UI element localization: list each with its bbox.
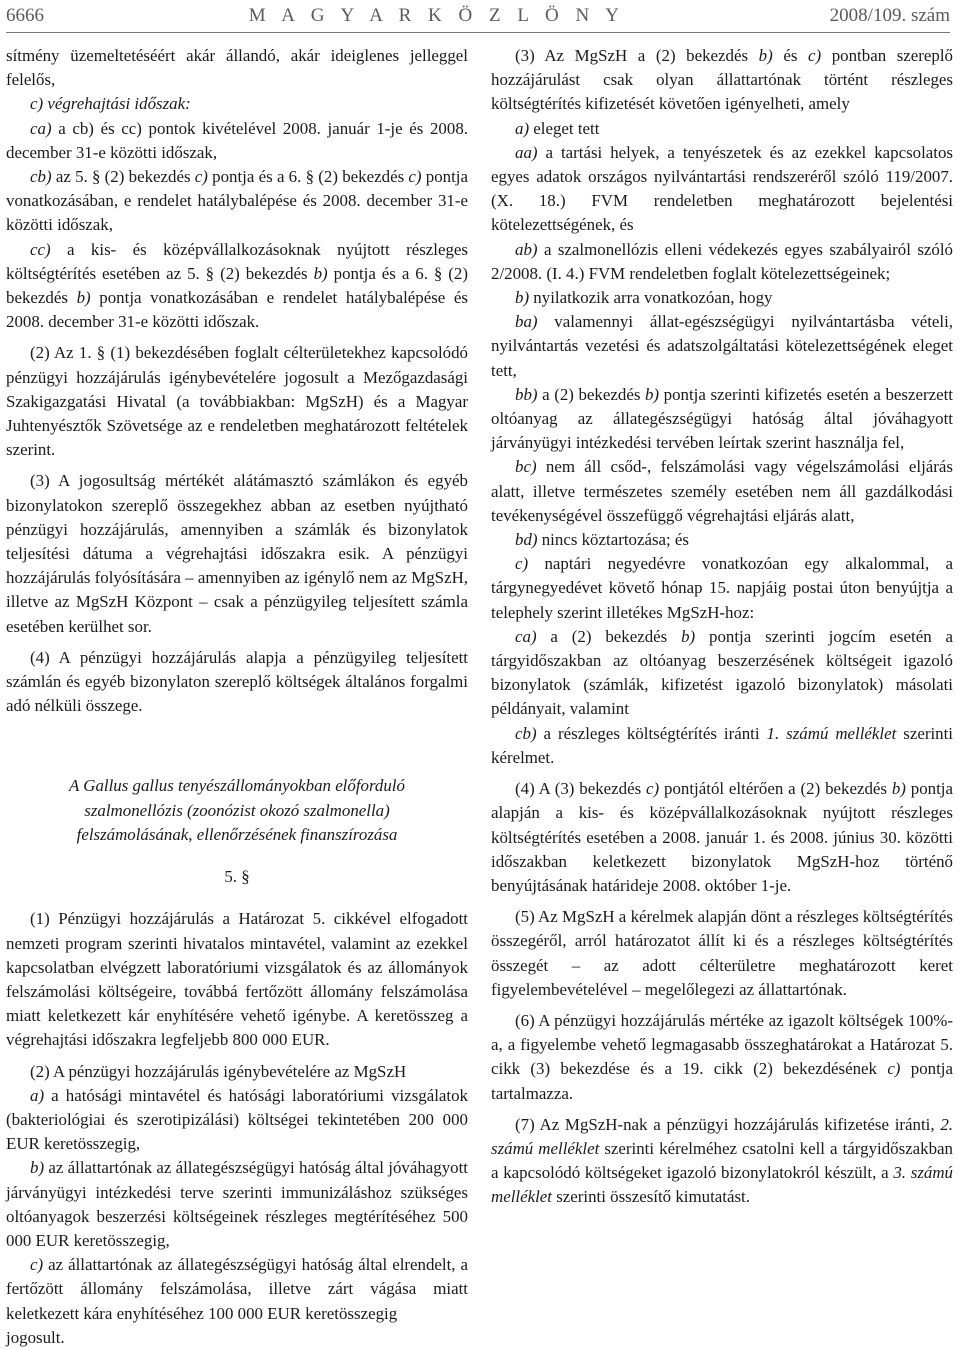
left-column (6, 44, 468, 1350)
paragraph-5-7: (7) Az MgSzH-nak a pénzügyi hozzájárulás kifizetése iránti, 2. számú melléklet szerinti kérelméhez csatolni kell a tárgyidőszakban a kapcsolódó költségeket igazoló bizonylatokról készült, a 3. számú melléklet szerinti összesítő kimutatást. (491, 1114, 953, 1207)
list-item-a: a) eleget tett (515, 118, 600, 138)
paragraph-5-1: (1) Pénzügyi hozzájárulás a Határozat 5. cikkével elfogadott nemzeti program szerinti hivatalos mintavétel, valamint az ezekkel kapcsolatban elvégzett laboratóriumi vizsgálatok és az állományok felszámolási költségeire, továbbá fertőzött állomány felszámolása miatt keletkezett kár enyhítésére vehető igénybe. A keretösszeg a végrehajtási időszakra legfeljebb 800 000 EUR. (6, 909, 468, 1050)
list-item-bd: bd) nincs köztartozása; és (515, 530, 690, 550)
page-header (6, 0, 950, 33)
list-item-cb: cb) a részleges költségtérítés iránti 1. számú melléklet szerinti kérelmet. (491, 723, 953, 767)
list-item-ca: ca) a (2) bekezdés b) pontja szerinti jogcím esetén a tárgyidőszakban az oltóanyag beszerzésének költségeit igazoló bizonylatok (számlák, kifizetést igazoló bizonylatok) másolati példányait, valamint (491, 626, 953, 719)
list-item-bb: bb) a (2) bekezdés b) pontja szerinti kifizetés esetén a beszerzett oltóanyag az állategészségügyi hatóság által jóváhagyott járványügyi intézkedési tervében leírtak szerint használja fel, (491, 384, 953, 453)
section-heading: A Gallus gallus tenyészállományokban előforduló szalmonellózis (zoonózist okozó szalmonella) felszámolásának, ellenőrzésének finanszírozása (69, 776, 405, 844)
list-item-b: b) nyilatkozik arra vonatkozóan, hogy (515, 288, 773, 308)
paragraph-2: (2) Az 1. § (1) bekezdésében foglalt célterületekhez kapcsolódó pénzügyi hozzájárulás igénybevételére jogosult a Mezőgazdasági Szakigazgatási Hivatal (a továbbiakban: MgSzH) és a Magyar Juhtenyésztők Szövetsége az e rendeletben meghatározott feltételek szerint. (6, 343, 468, 460)
issue-number: 2008/109. szám (829, 5, 950, 26)
page-number: 6666 (6, 5, 44, 26)
paragraph: sítmény üzemeltetéséért akár állandó, akár ideiglenes jelleggel felelős, (6, 46, 468, 90)
list-item-bc: bc) nem áll csőd-, felszámolási vagy végelszámolási eljárás alatt, illetve természetes személy esetében nem áll gazdálkodási tevékenységével összefüggő végrehajtási eljárás alatt, (491, 457, 953, 525)
paragraph-4: (4) A pénzügyi hozzájárulás alapja a pénzügyileg teljesített számlán és egyéb bizonylaton szereplő költségek általános forgalmi adó nélküli összege. (6, 647, 468, 716)
paragraph-5-6: (6) A pénzügyi hozzájárulás mértéke az igazolt költségek 100%-a, a figyelembe vehető legmagasabb összeghatárokat a Határozat 5. cikk (3) bekezdése és a 19. cikk (2) bekezdésének c) pontja tartalmazza. (491, 1010, 953, 1103)
definition-c (6, 92, 468, 116)
definition-cc: cc) a kis- és középvállalkozásoknak nyújtott részleges költségtérítés esetében az 5. § (2) bekezdés b) pontja és a 6. § (2) bekezdés b) pontja vonatkozásában e rendelet hatálybalépése és 2008. december 31-e közötti időszak. (6, 239, 469, 332)
paragraph-5-2: (2) A pénzügyi hozzájárulás igénybevételére az MgSzH (30, 1061, 407, 1081)
list-item-b: b) az állattartónak az állategészségügyi hatóság által jóváhagyott járványügyi intézkedési terve szerinti immunizáláshoz szükséges oltóanyagok beszerzési költségeinek részleges megtérítéséhez 500 000 EUR keretösszegig, (6, 1158, 468, 1250)
list-item-a: a) a hatósági mintavétel és hatósági laboratóriumi vizsgálatok (bakteriológiai és szerotipizálási) költségei tekintetében 200 000 EUR keretösszegig, (6, 1085, 468, 1154)
list-item-ba: ba) valamennyi állat-egészségügyi nyilvántartásba vételi, nyilvántartás vezetési és adatszolgáltatási kötelezettségének eleget tett, (491, 312, 953, 380)
section-number: 5. § (224, 867, 250, 887)
paragraph-3: (3) A jogosultság mértékét alátámasztó számlákon és egyéb bizonylatokon szereplő összegekhez abban az esetben nyújtható pénzügyi hozzájárulás, amennyiben a számlák és bizonylatok teljesítési dátuma a végrehajtási időszakra esik. A pénzügyi hozzájárulás folyósítására – amennyiben az igénylő nem az MgSzH, illetve az MgSzH Központ – csak a pénzügyileg teljesített számla esetében kerülhet sor. (6, 471, 468, 636)
list-item-c: c) naptári negyedévre vonatkozóan egy alkalommal, a tárgynegyedévet követő hónap 15. napjáig postai úton benyújtja a telephely szerint illetékes MgSzH-hoz: (491, 554, 953, 622)
journal-title: M A G Y A R K Ö Z L Ö N Y (248, 5, 625, 26)
paragraph-5-3: (3) Az MgSzH a (2) bekezdés b) és c) pontban szereplő hozzájárulást csak olyan állattartónak történt részleges költségtérítés kifizetését követően igényelheti, amely (491, 46, 953, 114)
definition-cb: cb) az 5. § (2) bekezdés c) pontja és a 6. § (2) bekezdés c) pontja vonatkozásában, e rendelet hatálybalépése és 2008. december 31-e közötti időszak, (6, 167, 468, 235)
list-item-aa: aa) a tartási helyek, a tenyészetek és az ezekkel kapcsolatos egyes adatok országos nyilvántartási rendszeréről szóló 119/2007. (X. 18.) FVM rendeletben meghatározott bejelentési kötelezettségének, és (491, 142, 953, 235)
list-item-ab: ab) a szalmonellózis elleni védekezés egyes szabályairól szóló 2/2008. (I. 4.) FVM rendeletben foglalt kötelezettségeinek; (491, 239, 953, 283)
definition-ca: ca) a cb) és cc) pontok kivételével 2008. január 1-je és 2008. december 31-e közötti időszak, (6, 118, 468, 162)
list-item-c: c) az állattartónak az állategészségügyi hatóság által elrendelt, a fertőzött állomány felszámolása, illetve zárt vágása miatt keletkezett kára enyhítéséhez 100 000 EUR keretösszegig (6, 1255, 468, 1323)
paragraph-5-5: (5) Az MgSzH a kérelmek alapján dönt a részleges költségtérítés összegéről, arról határozatot állít ki és a részleges költségtérítés összegét – az adott célterületre meghatározott keret figyelembevételével – megelőlegezi az állattartónak. (491, 907, 953, 999)
paragraph-closing: jogosult. (6, 1327, 65, 1347)
paragraph-5-4: (4) A (3) bekezdés c) pontjától eltérően a (2) bekezdés b) pontja alapján a kis- és középvállalkozásoknak nyújtott részleges költségtérítés esetében a 2008. január 1. és 2008. június 30. közötti időszakban keletkezett bizonylatok MgSzH-hoz történő benyújtásának határideje 2008. október 1-je. (491, 779, 953, 895)
item-label: c) végrehajtási időszak: (30, 94, 191, 114)
right-column (491, 44, 953, 1210)
